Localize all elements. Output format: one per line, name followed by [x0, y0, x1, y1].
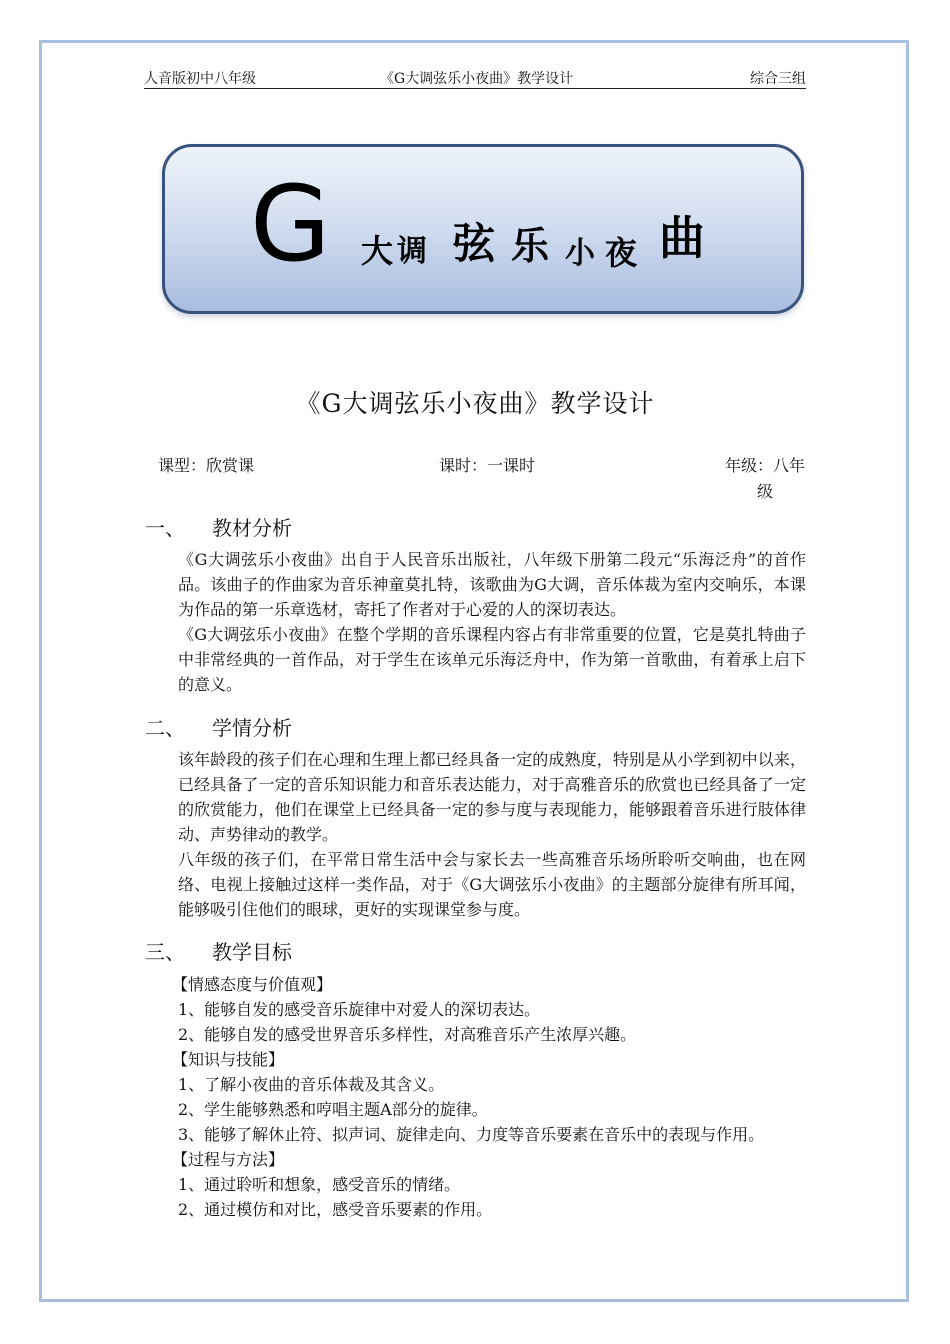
section-number: 三、	[145, 940, 185, 964]
banner-char: 乐	[511, 223, 550, 268]
paragraph: 该年龄段的孩子们在心理和生理上都已经具备一定的成熟度，特别是从小学到初中以来，已经具备了一定的音乐知识能力和音乐表达能力，对于高雅音乐的欣赏也已经具备了一定的欣赏能力，他们在课堂上已经具备一定的参与度与表现能力，能够跟着音乐进行肢体律动、声势律动的教学。	[178, 750, 806, 844]
banner-char: 调	[397, 234, 427, 269]
section-heading	[145, 936, 292, 965]
document-title: 《G大调弦乐小夜曲》教学设计	[295, 389, 655, 418]
objective-category: 【过程与方法】	[172, 1150, 285, 1169]
header-center: 《G大调弦乐小夜曲》教学设计	[380, 71, 574, 87]
section-title: 教材分析	[212, 516, 292, 540]
section-heading	[145, 512, 292, 541]
title-banner	[162, 144, 804, 314]
header-right: 综合三组	[750, 71, 806, 87]
section-heading	[145, 712, 292, 741]
paragraph: 《G大调弦乐小夜曲》在整个学期的音乐课程内容占有非常重要的位置，它是莫扎特曲子中非常经典的一首作品，对于学生在该单元乐海泛舟中，作为第一首歌曲，有着承上启下的意义。	[178, 625, 806, 694]
objective-item: 2、能够自发的感受世界音乐多样性，对高雅音乐产生浓厚兴趣。	[178, 1025, 637, 1044]
objective-item: 1、能够自发的感受音乐旋律中对爱人的深切表达。	[178, 1000, 541, 1019]
section-number: 一、	[145, 516, 185, 540]
paragraph: 《G大调弦乐小夜曲》出自于人民音乐出版社，八年级下册第二段元“乐海泛舟”的首作品。该曲子的作曲家为音乐神童莫扎特，该歌曲为G大调，音乐体裁为室内交响乐，本课为作品的第一乐章选材，寄托了作者对于心爱的人的深切表达。	[178, 550, 806, 619]
objective-category: 【情感态度与价值观】	[172, 975, 333, 994]
paragraph: 八年级的孩子们，在平常日常生活中会与家长去一些高雅音乐场所聆听交响曲，也在网络、电视上接触过这样一类作品，对于《G大调弦乐小夜曲》的主题部分旋律有所耳闻，能够吸引住他们的眼球，更好的实现课堂参与度。	[178, 850, 806, 919]
objective-category: 【知识与技能】	[172, 1050, 285, 1069]
section-number: 二、	[145, 716, 185, 740]
page-header	[144, 66, 806, 89]
section-title: 教学目标	[212, 940, 292, 964]
lesson-hours: 课时：一课时	[439, 456, 536, 475]
lesson-grade: 年级：八年级	[724, 456, 805, 501]
objective-item: 3、能够了解休止符、拟声词、旋律走向、力度等音乐要素在音乐中的表现与作用。	[178, 1125, 765, 1144]
banner-letter: G	[250, 163, 331, 285]
banner-char: 小	[565, 236, 595, 271]
objective-item: 1、了解小夜曲的音乐体裁及其含义。	[178, 1075, 445, 1094]
banner-char: 弦	[453, 219, 496, 268]
lesson-type: 课型：欣赏课	[158, 456, 255, 475]
objective-item: 2、通过模仿和对比，感受音乐要素的作用。	[178, 1200, 493, 1219]
banner-char: 夜	[605, 234, 638, 272]
header-left: 人音版初中八年级	[144, 71, 256, 87]
objective-item: 1、通过聆听和想象，感受音乐的情绪。	[178, 1175, 461, 1194]
banner-char: 大	[361, 232, 394, 270]
banner-char: 曲	[659, 211, 705, 265]
objective-item: 2、学生能够熟悉和哼唱主题A部分的旋律。	[178, 1100, 488, 1119]
section-title: 学情分析	[212, 716, 292, 740]
